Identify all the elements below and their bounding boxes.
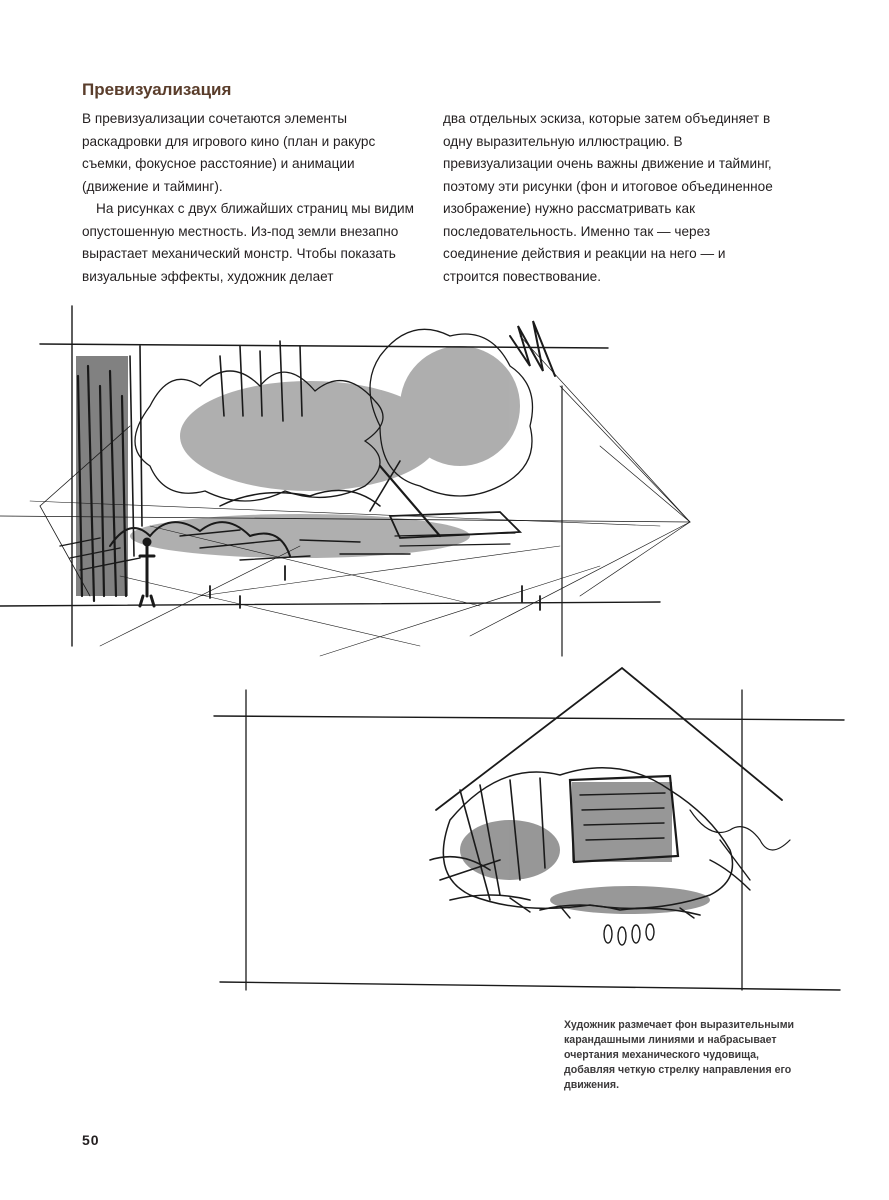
figure-caption: Художник размечает фон выразительными карандашными линиями и набрасывает очертания механического чудовища, добавляя четкую стрелку направления его движения.: [564, 1019, 795, 1091]
landscape-sketch: [0, 296, 700, 666]
monster-sketch: [210, 660, 850, 1000]
paragraph: В превизуализации сочетаются элементы раскадровки для игрового кино (план и ракурс съемки, фокусное расстояние) и анимации (движение и тайминг).: [82, 111, 376, 194]
text-column-left: [82, 108, 422, 288]
page-number: 50: [82, 1132, 100, 1148]
paragraph: На рисунках с двух ближайших страниц мы видим опустошенную местность. Из-под земли внезапно вырастает механический монстр. Чтобы показать визуальные эффекты, художник делает: [82, 201, 414, 284]
section-heading: Превизуализация: [82, 80, 232, 99]
text-column-right: [443, 108, 783, 288]
paragraph: два отдельных эскиза, которые затем объединяет в одну выразительную иллюстрацию. В превизуализации очень важны движение и тайминг, поэтому эти рисунки (фон и итоговое объединенное изображение) нужно рассматривать как последовательность. Именно так — через соединение действия и реакции на него — и строится повествование.: [443, 111, 773, 284]
